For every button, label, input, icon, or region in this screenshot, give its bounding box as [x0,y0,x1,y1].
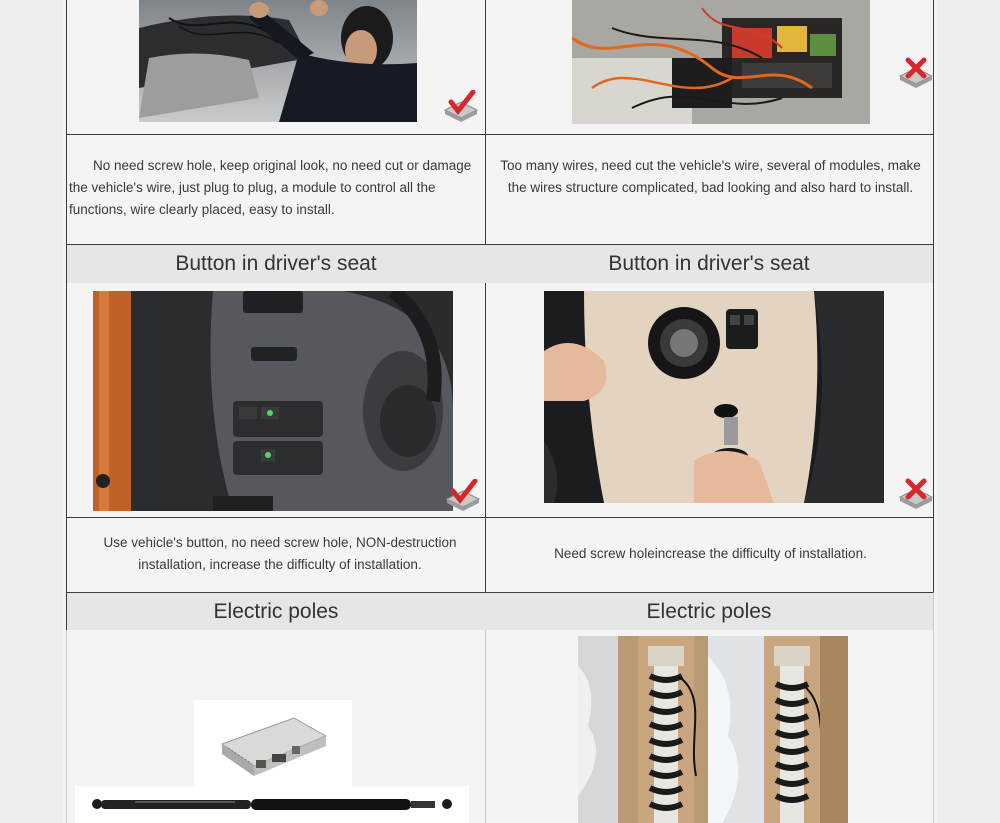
packaged-struts-photo [578,636,848,823]
drilled-panel-photo [544,291,884,503]
row2-left-header-text: Button in driver's seat [175,252,377,275]
row3-left-header [66,592,486,631]
cross-mark-icon [898,477,934,511]
row2-right-text-cell [485,517,934,593]
row3-left-photo-cell [66,630,486,823]
row2-right-description: Need screw holeincrease the difficulty of installation. [554,546,867,561]
dashboard-buttons-photo [93,291,453,511]
row3-right-header-text: Electric poles [646,600,772,623]
row1-right-description: Too many wires, need cut the vehicle's wire, several of modules, make the wires structure complicated, bad looking and also hard to install. [500,158,921,195]
row1-left-photo-cell [66,0,486,135]
row1-right-text-cell [485,134,934,245]
row2-right-header-text: Button in driver's seat [608,252,810,275]
row2-right-header [485,244,934,284]
row3-right-photo-cell [485,630,934,823]
row1-left-description: No need screw hole, keep original look, no need cut or damage the vehicle's wire, just plug to plug, a module to control all the functions, wire clearly placed, easy to install. [69,158,472,217]
row2-left-photo-cell [66,283,486,518]
technician-wiring-photo [139,0,417,122]
row3-left-header-text: Electric poles [213,600,339,623]
check-mark-icon [445,479,481,513]
electric-strut-photo [75,786,469,823]
control-module-photo [194,700,352,786]
row2-right-photo-cell [485,283,934,518]
row2-left-description: Use vehicle's button, no need screw hole, NON-destruction installation, increase the difficulty of installation. [103,535,457,572]
row1-left-text-cell [66,134,486,245]
row3-right-header [485,592,934,631]
row2-left-text-cell [66,517,486,593]
messy-wiring-photo [572,0,870,124]
row2-left-header [66,244,486,284]
row1-right-photo-cell [485,0,934,135]
cross-mark-icon [898,56,934,90]
check-mark-icon [443,90,479,124]
